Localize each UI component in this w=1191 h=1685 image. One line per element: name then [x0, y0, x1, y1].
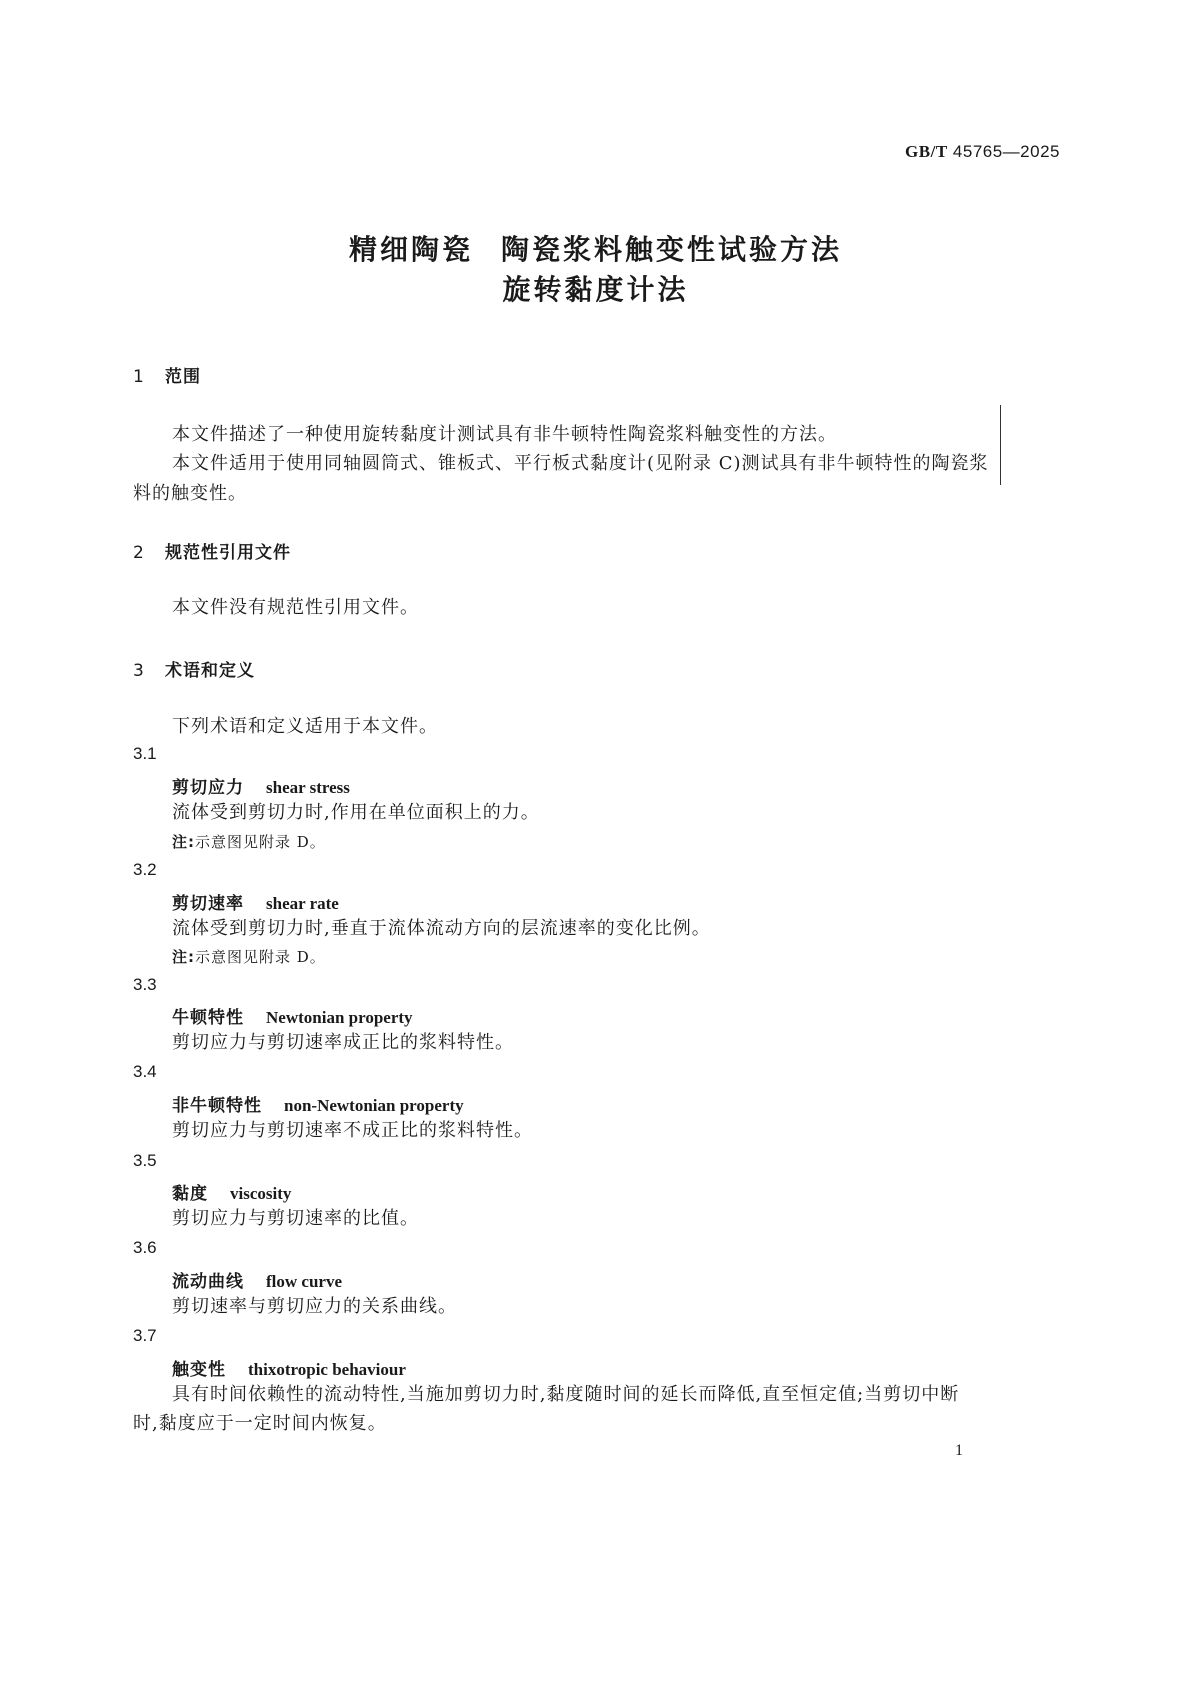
term-heading	[172, 1267, 342, 1292]
title-part-b: 陶瓷浆料触变性试验方法	[501, 233, 843, 266]
term-definition: 剪切应力与剪切速率的比值。	[172, 1208, 419, 1229]
document-title-line1	[0, 228, 1191, 268]
note-text: 示意图见附录 D。	[195, 948, 326, 966]
section-number: 3	[133, 661, 145, 681]
term-number: 3.7	[133, 1326, 157, 1345]
term-heading	[172, 1179, 291, 1204]
term-definition: 剪切应力与剪切速率不成正比的浆料特性。	[172, 1120, 533, 1141]
term-zh: 剪切速率	[172, 894, 244, 914]
section-number: 2	[133, 543, 145, 563]
term-zh: 牛顿特性	[172, 1008, 244, 1028]
paragraph-continuation: 料的触变性。	[133, 483, 247, 504]
change-bar	[1000, 405, 1001, 485]
term-en: thixotropic behaviour	[248, 1360, 406, 1379]
paragraph: 本文件描述了一种使用旋转黏度计测试具有非牛顿特性陶瓷浆料触变性的方法。	[172, 424, 837, 445]
term-number: 3.3	[133, 975, 157, 994]
section-title: 范围	[165, 367, 201, 387]
term-en: non-Newtonian property	[284, 1096, 464, 1115]
term-note	[172, 831, 326, 852]
section-number: 1	[133, 367, 145, 387]
note-label: 注:	[172, 833, 195, 851]
document-title-line2: 旋转黏度计法	[502, 273, 689, 306]
section-title: 规范性引用文件	[165, 543, 291, 563]
section-2-heading	[133, 538, 291, 563]
term-zh: 黏度	[172, 1184, 208, 1204]
term-number: 3.1	[133, 744, 157, 763]
standard-id: 45765—2025	[952, 142, 1060, 161]
term-zh: 剪切应力	[172, 778, 244, 798]
note-label: 注:	[172, 948, 195, 966]
term-heading	[172, 773, 350, 798]
standard-prefix: GB/T	[905, 142, 948, 161]
standard-number	[905, 142, 1060, 162]
term-number: 3.4	[133, 1062, 157, 1081]
term-zh: 非牛顿特性	[172, 1096, 262, 1116]
term-number: 3.6	[133, 1238, 157, 1257]
term-heading	[172, 889, 339, 914]
section-3-heading	[133, 656, 255, 681]
term-en: shear stress	[266, 778, 350, 797]
term-heading	[172, 1355, 406, 1380]
term-en: flow curve	[266, 1272, 343, 1291]
paragraph: 本文件适用于使用同轴圆筒式、锥板式、平行板式黏度计(见附录 C)测试具有非牛顿特性的陶瓷浆	[172, 453, 989, 474]
note-text: 示意图见附录 D。	[195, 833, 326, 851]
term-en: Newtonian property	[266, 1008, 413, 1027]
term-en: viscosity	[230, 1184, 292, 1203]
term-definition: 流体受到剪切力时,作用在单位面积上的力。	[172, 802, 540, 823]
term-definition: 剪切应力与剪切速率成正比的浆料特性。	[172, 1032, 514, 1053]
term-definition: 具有时间依赖性的流动特性,当施加剪切力时,黏度随时间的延长而降低,直至恒定值;当剪切中断	[172, 1384, 960, 1405]
term-definition-continuation: 时,黏度应于一定时间内恢复。	[133, 1413, 387, 1434]
section-title: 术语和定义	[165, 661, 255, 681]
term-number: 3.5	[133, 1151, 157, 1170]
term-definition: 剪切速率与剪切应力的关系曲线。	[172, 1296, 457, 1317]
term-definition: 流体受到剪切力时,垂直于流体流动方向的层流速率的变化比例。	[172, 918, 711, 939]
paragraph: 本文件没有规范性引用文件。	[172, 597, 419, 618]
term-number: 3.2	[133, 860, 157, 879]
term-en: shear rate	[266, 894, 339, 913]
section-1-heading	[133, 362, 201, 387]
page-number: 1	[955, 1442, 963, 1459]
term-note	[172, 946, 326, 967]
term-heading	[172, 1091, 464, 1116]
paragraph: 下列术语和定义适用于本文件。	[172, 716, 438, 737]
term-heading	[172, 1003, 413, 1028]
term-zh: 流动曲线	[172, 1272, 244, 1292]
title-part-a: 精细陶瓷	[348, 233, 473, 266]
term-zh: 触变性	[172, 1360, 226, 1380]
